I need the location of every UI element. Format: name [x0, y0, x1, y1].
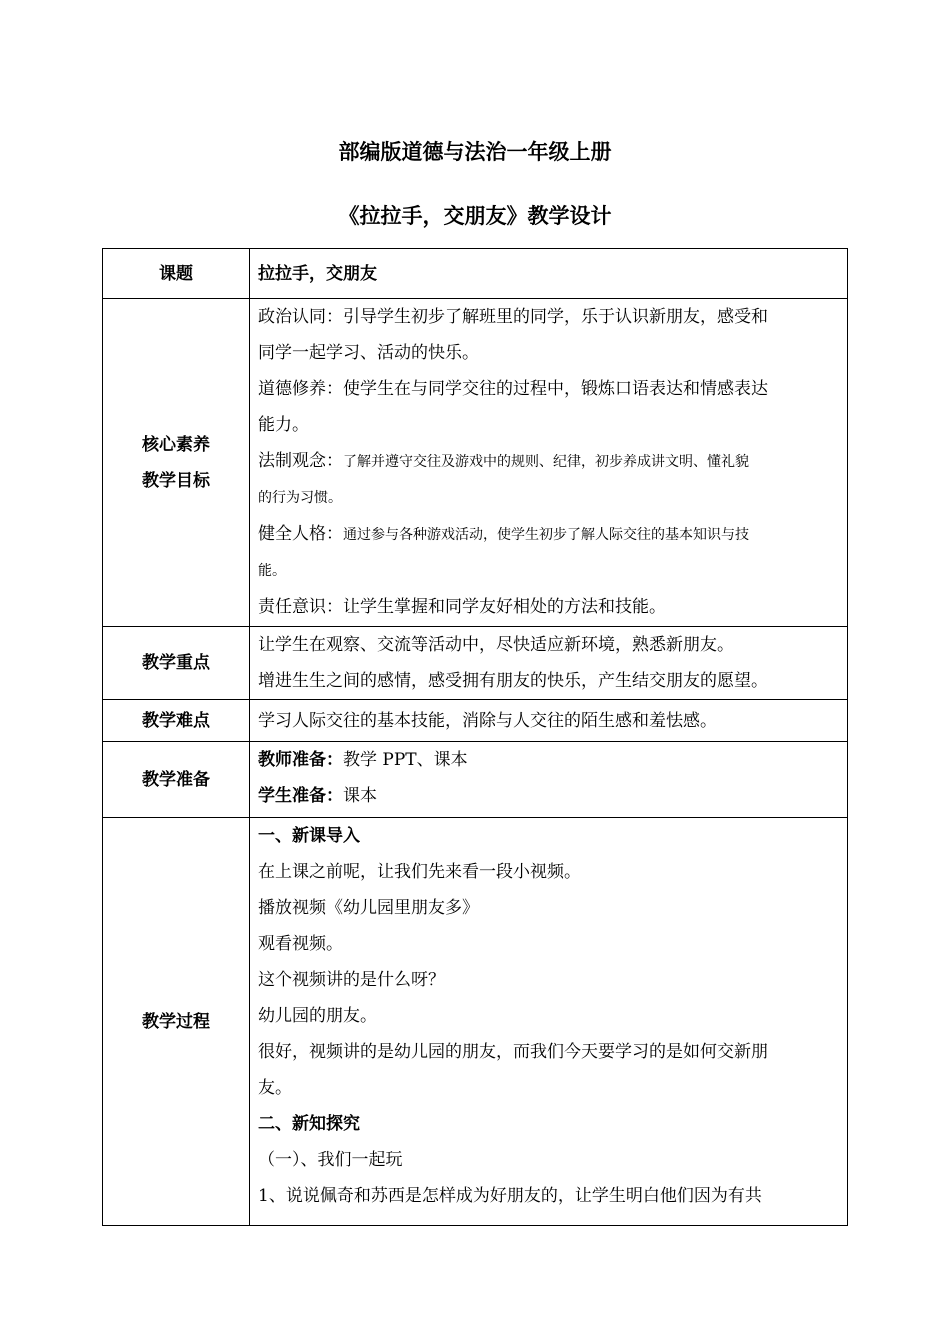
process-line: 这个视频讲的是什么呀？ — [258, 970, 445, 990]
key-points-row — [103, 627, 848, 700]
goal-law-prefix: 法制观念： — [258, 451, 343, 471]
goal-responsibility-text: 让学生掌握和同学友好相处的方法和技能。 — [343, 597, 666, 617]
student-preparation — [258, 778, 839, 814]
goal-moral-text: 使学生在与同学交往的过程中，锻炼口语表达和情感表达 — [343, 379, 768, 399]
goal-law-line1 — [258, 443, 839, 480]
goal-responsibility-line1 — [258, 589, 839, 625]
document-subtitle: 《拉拉手，交朋友》教学设计 — [338, 204, 612, 228]
difficulties-content — [250, 700, 848, 742]
goal-law-text: 了解并遵守交往及游戏中的规则、纪律，初步养成讲文明、懂礼貌 — [343, 454, 749, 470]
goal-political-line2: 同学一起学习、活动的快乐。 — [258, 343, 479, 363]
process-subsection-heading: （一）、我们一起玩 — [258, 1150, 403, 1170]
preparation-row — [103, 742, 848, 818]
goal-responsibility-prefix: 责任意识： — [258, 597, 343, 617]
goal-political-text: 引导学生初步了解班里的同学，乐于认识新朋友，感受和 — [343, 307, 768, 327]
process-line: 幼儿园的朋友。 — [258, 1006, 377, 1026]
process-line: 在上课之前呢，让我们先来看一段小视频。 — [258, 862, 581, 882]
teacher-preparation-prefix: 教师准备： — [258, 750, 343, 770]
difficulties-label: 教学难点 — [103, 700, 250, 742]
goal-moral-line2: 能力。 — [258, 415, 309, 435]
goals-label-line2: 教学目标 — [142, 470, 210, 491]
goal-personality-line2: 能。 — [258, 563, 286, 579]
goal-personality-prefix: 健全人格： — [258, 524, 343, 544]
student-preparation-value: 课本 — [343, 786, 377, 806]
process-line: 1、说说佩奇和苏西是怎样成为好朋友的，让学生明白他们因为有共 — [258, 1186, 762, 1206]
process-line: 很好，视频讲的是幼儿园的朋友，而我们今天要学习的是如何交新朋 — [258, 1042, 768, 1062]
goals-label — [103, 299, 250, 627]
goal-personality-text: 通过参与各种游戏活动，使学生初步了解人际交往的基本知识与技 — [343, 527, 749, 543]
topic-value: 拉拉手，交朋友 — [258, 263, 377, 284]
goal-personality-line1 — [258, 516, 839, 553]
goals-label-line1: 核心素养 — [142, 434, 210, 455]
process-line: 播放视频《幼儿园里朋友多》 — [258, 898, 479, 918]
teacher-preparation — [258, 742, 839, 778]
process-row — [103, 818, 848, 1226]
preparation-label: 教学准备 — [103, 742, 250, 818]
teacher-preparation-value: 教学 PPT、课本 — [343, 750, 468, 770]
goals-row — [103, 299, 848, 627]
key-point-1: 让学生在观察、交流等活动中，尽快适应新环境，熟悉新朋友。 — [258, 635, 734, 655]
goal-political-prefix: 政治认同： — [258, 307, 343, 327]
process-section-1-heading: 一、新课导入 — [258, 826, 360, 846]
goal-law-line2: 的行为习惯。 — [258, 490, 342, 506]
student-preparation-prefix: 学生准备： — [258, 786, 343, 806]
process-line: 观看视频。 — [258, 934, 343, 954]
lesson-plan-table — [102, 248, 848, 1226]
difficulty-1: 学习人际交往的基本技能，消除与人交往的陌生感和羞怯感。 — [258, 710, 717, 731]
goal-moral-prefix: 道德修养： — [258, 379, 343, 399]
process-label: 教学过程 — [103, 818, 250, 1226]
preparation-content — [250, 742, 848, 818]
key-points-content — [250, 627, 848, 700]
topic-value-cell — [250, 249, 848, 299]
topic-row — [103, 249, 848, 299]
goal-moral-line1 — [258, 371, 839, 407]
document-title: 部编版道德与法治一年级上册 — [338, 140, 612, 164]
goals-content — [250, 299, 848, 627]
key-points-label: 教学重点 — [103, 627, 250, 700]
key-point-2: 增进生生之间的感情，感受拥有朋友的快乐，产生结交朋友的愿望。 — [258, 671, 768, 691]
process-section-2-heading: 二、新知探究 — [258, 1114, 360, 1134]
topic-label: 课题 — [103, 249, 250, 299]
process-line: 友。 — [258, 1078, 292, 1098]
goal-political-line1 — [258, 299, 839, 335]
difficulties-row — [103, 700, 848, 742]
process-content — [250, 818, 848, 1226]
